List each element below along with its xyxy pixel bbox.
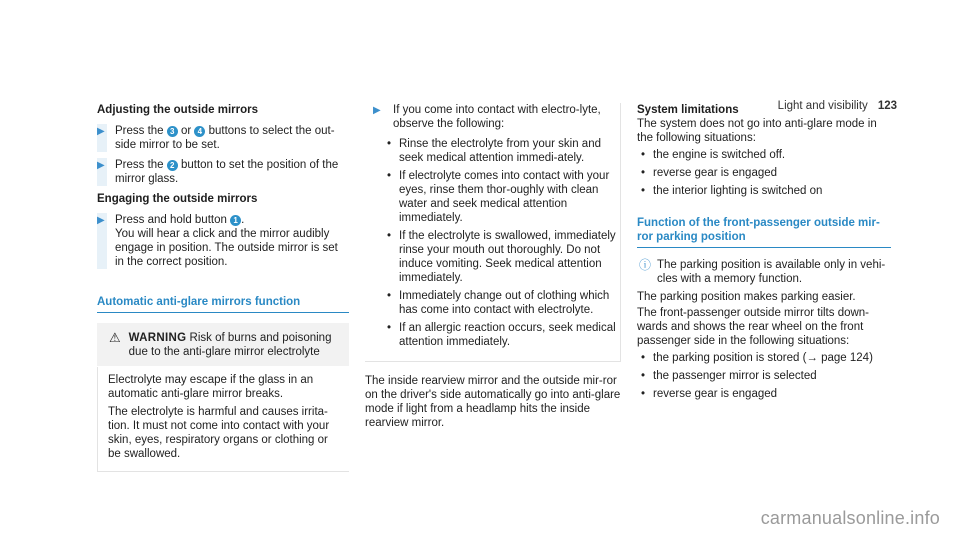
callout-3: 3 <box>167 126 178 137</box>
warning-paragraph: The electrolyte is harmful and causes irrita-tion. It must not come into contact with your skin, eyes, respiratory organs or clothing or be swallowed. <box>108 406 330 460</box>
engage-steps <box>97 213 349 227</box>
warning-text: Risk of burns and poisoning due to the anti-glare mirror electrolyte <box>128 332 332 358</box>
list-item: • the engine is switched off. <box>641 148 891 162</box>
step-contact-electrolyte: ▶ If you come into contact with electro-lyte, observe the following: <box>373 104 601 130</box>
column-middle <box>365 103 621 432</box>
limitations-list <box>637 148 891 198</box>
step-press-hold: ▶ Press and hold button 1 . <box>97 214 245 226</box>
callout-1: 1 <box>230 215 241 226</box>
page-number: 123 <box>877 100 897 112</box>
parking-conditions-list <box>637 351 891 401</box>
parking-paragraph: The parking position makes parking easier. <box>637 291 856 303</box>
list-item: • reverse gear is engaged <box>641 387 891 401</box>
list-item: • If an allergic reaction occurs, seek medical attention immediately. <box>387 321 620 349</box>
first-aid-list <box>365 137 620 349</box>
info-icon: ⓘ <box>639 258 652 272</box>
heading-system-limitations: System limitations <box>637 104 739 116</box>
step-arrow-icon: ▶ <box>97 126 105 137</box>
column-right <box>637 103 891 405</box>
heading-adjusting-mirrors: Adjusting the outside mirrors <box>97 104 259 116</box>
section-name: Light and visibility <box>777 100 868 112</box>
note <box>639 258 891 286</box>
list-item: • Rinse the electrolyte from your skin and seek medical attention immedi-ately. <box>387 137 620 165</box>
anti-glare-description: The inside rearview mirror and the outside mir-ror on the driver's side automatically go into anti-glare mode if light from a headlamp hits the inside rearview mirror. <box>365 375 621 429</box>
list-item: • Immediately change out of clothing which has come into contact with electrolyte. <box>387 289 620 317</box>
warning-paragraph: Electrolyte may escape if the glass in an automatic anti-glare mirror breaks. <box>108 374 314 400</box>
list-item: • If electrolyte comes into contact with your eyes, rinse them thor-oughly with clean water and seek medical attention immediately. <box>387 169 620 225</box>
step-arrow-icon: ▶ <box>97 215 105 226</box>
section-title-parking-position: Function of the front-passenger outside mir-ror parking position <box>637 216 891 248</box>
list-item: • the interior lighting is switched on <box>641 184 891 198</box>
list-item: • the passenger mirror is selected <box>641 369 891 383</box>
note-text: The parking position is available only in vehi-cles with a memory function. <box>657 259 886 285</box>
list-item: • reverse gear is engaged <box>641 166 891 180</box>
adjust-steps <box>97 124 349 186</box>
list-item: • the parking position is stored (→ page 124) <box>641 351 891 365</box>
callout-2: 2 <box>167 160 178 171</box>
warning-continuation <box>365 103 621 362</box>
column-left <box>97 103 349 472</box>
step-arrow-icon: ▶ <box>97 160 105 171</box>
step-select-mirror: ▶ Press the 3 or 4 buttons to select the out-side mirror to be set. <box>97 125 335 151</box>
warning-icon: ⚠ <box>109 330 121 345</box>
step-set-glass: ▶ Press the 2 button to set the position of the mirror glass. <box>97 159 339 185</box>
step-arrow-icon: ▶ <box>373 105 381 116</box>
callout-4: 4 <box>194 126 205 137</box>
limitations-intro: The system does not go into anti-glare mode in the following situations: <box>637 118 877 144</box>
section-title-anti-glare: Automatic anti-glare mirrors function <box>97 295 349 313</box>
heading-engaging-mirrors: Engaging the outside mirrors <box>97 193 258 205</box>
step-result: You will hear a click and the mirror audibly engage in position. The outside mirror is set in the correct position. <box>97 227 349 269</box>
parking-paragraph: The front-passenger outside mirror tilts down-wards and shows the rear wheel on the front passenger side in the following situations: <box>637 307 870 347</box>
warning-title: WARNING <box>128 332 187 344</box>
list-item: • If the electrolyte is swallowed, immediately rinse your mouth out thoroughly. Do not induce vomiting. Seek medical attention immediately. <box>387 229 620 285</box>
warning-box <box>97 323 349 472</box>
watermark: carmanualsonline.info <box>760 508 940 528</box>
